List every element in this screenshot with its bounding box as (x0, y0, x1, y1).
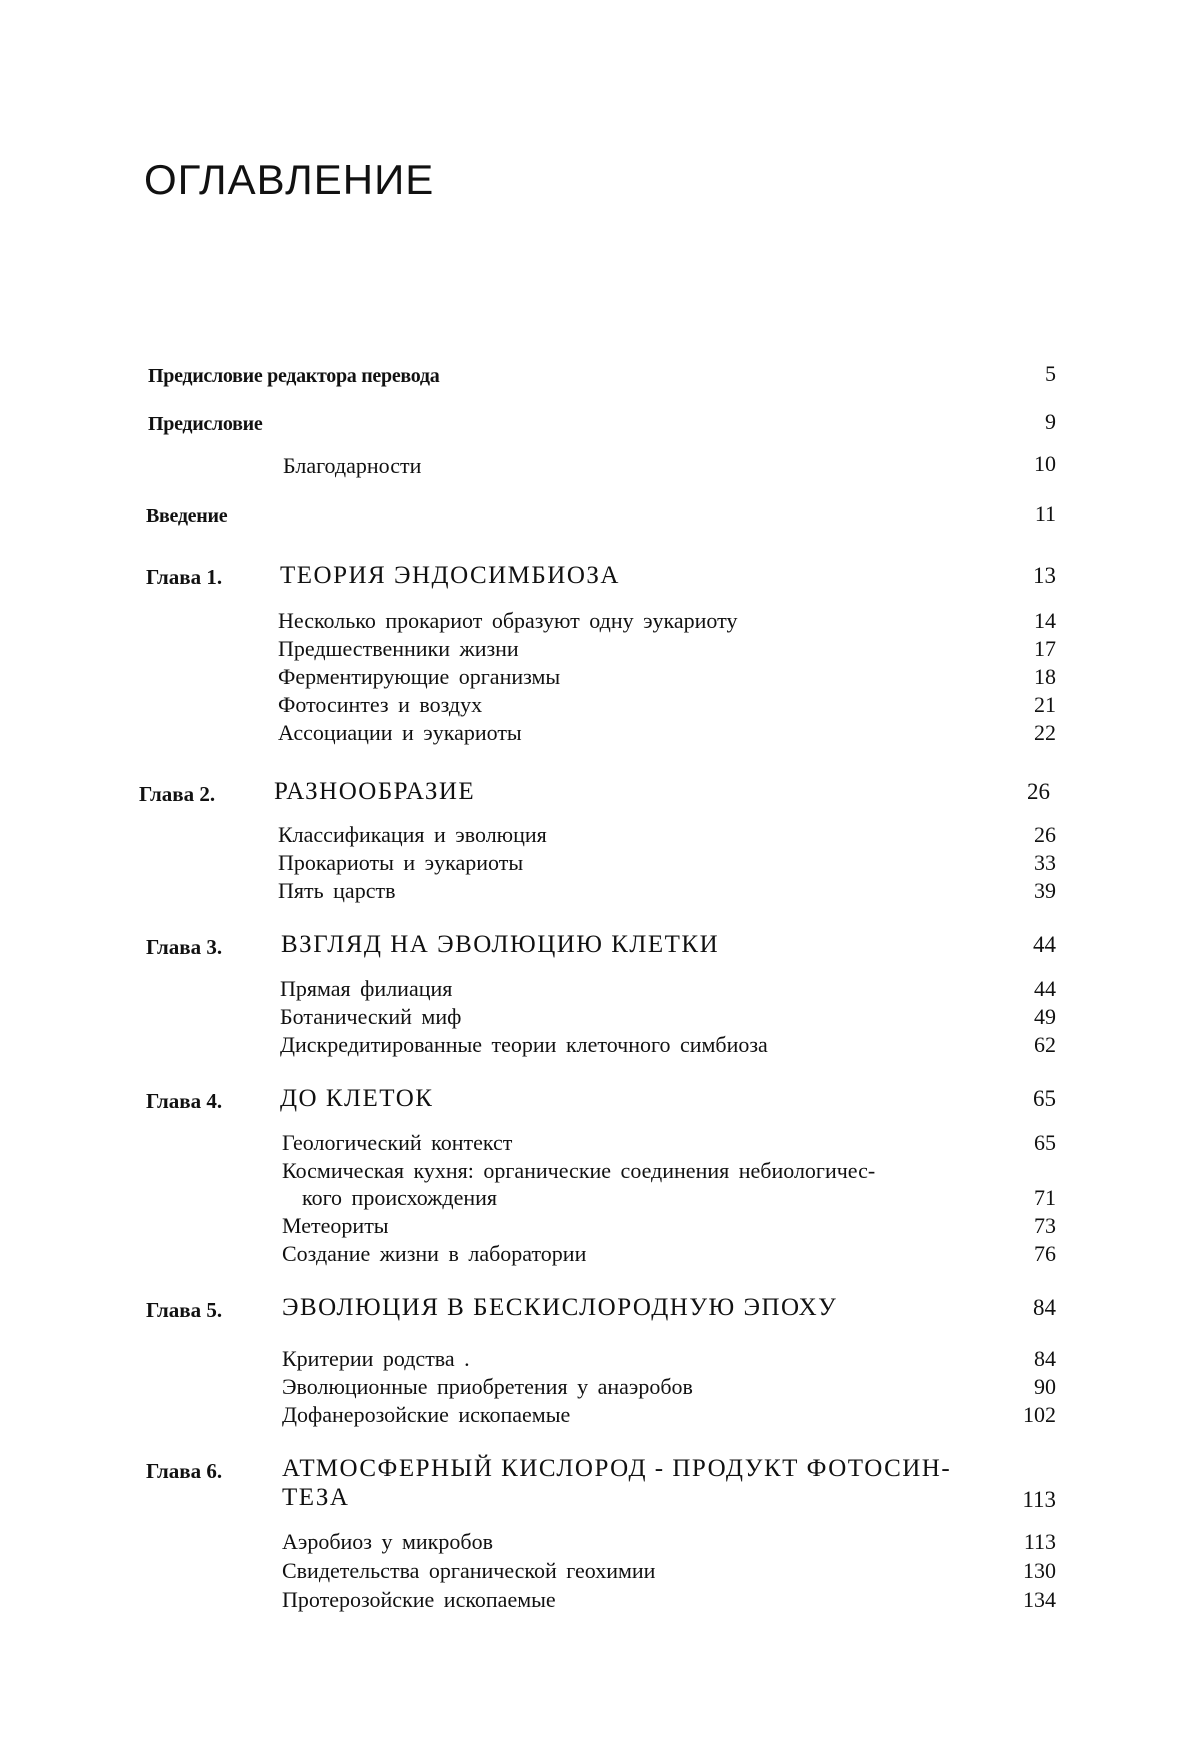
toc-entry-section[interactable]: Фотосинтез и воздух (278, 692, 483, 717)
toc-page-number: 62 (1034, 1032, 1056, 1057)
toc-entry-section[interactable]: Несколько прокариот образуют одну эукариоту (278, 608, 738, 633)
toc-entry-section[interactable]: Прямая филиация (280, 976, 453, 1001)
toc-entry-introduction[interactable]: Введение (146, 505, 228, 527)
toc-entry-chapter-5[interactable]: ЭВОЛЮЦИЯ В БЕСКИСЛОРОДНУЮ ЭПОХУ (282, 1294, 838, 1321)
toc-entry-section[interactable]: Ферментирующие организмы (278, 664, 561, 689)
toc-page-number: 18 (1034, 664, 1056, 689)
toc-entry-chapter-1[interactable]: ТЕОРИЯ ЭНДОСИМБИОЗА (280, 562, 620, 589)
toc-entry-chapter-6[interactable]: АТМОСФЕРНЫЙ КИСЛОРОД - ПРОДУКТ ФОТОСИН- (282, 1455, 952, 1482)
toc-entry-section[interactable]: Ботанический миф (280, 1004, 462, 1029)
toc-page-number: 22 (1034, 720, 1056, 745)
toc-page-number: 113 (1023, 1529, 1056, 1554)
toc-page-number: 71 (1034, 1185, 1056, 1210)
toc-entry-editor-preface[interactable]: Предисловие редактора перевода (148, 365, 440, 387)
chapter-label: Глава 2. (139, 782, 216, 806)
toc-entry-preface[interactable]: Предисловие (148, 413, 263, 435)
toc-page-number: 113 (1022, 1487, 1056, 1512)
toc-entry-chapter-6-continuation[interactable]: ТЕЗА (282, 1484, 350, 1511)
toc-entry-section[interactable]: Дофанерозойские ископаемые (282, 1402, 571, 1427)
toc-page-number: 13 (1033, 563, 1056, 588)
toc-entry-section[interactable]: Протерозойские ископаемые (282, 1587, 556, 1612)
toc-page-number: 130 (1023, 1558, 1056, 1583)
chapter-label: Глава 3. (146, 935, 223, 959)
toc-page-number: 73 (1034, 1213, 1056, 1238)
toc-page-number: 44 (1034, 976, 1056, 1001)
toc-page-number: 17 (1034, 636, 1056, 661)
toc-page-number: 65 (1034, 1130, 1056, 1155)
toc-page-number: 26 (1034, 822, 1056, 847)
chapter-label: Глава 6. (146, 1459, 223, 1483)
toc-page-number: 134 (1023, 1587, 1056, 1612)
toc-entry-section[interactable]: Геологический контекст (282, 1130, 513, 1155)
toc-page-number: 90 (1034, 1374, 1056, 1399)
chapter-label: Глава 1. (146, 565, 223, 589)
toc-entry-section[interactable]: Предшественники жизни (278, 636, 519, 661)
toc-entry-section[interactable]: Дискредитированные теории клеточного симбиоза (280, 1032, 768, 1057)
toc-entry-section[interactable]: Свидетельства органической геохимии (282, 1558, 656, 1583)
toc-entry-section[interactable]: Космическая кухня: органические соединения небиологичес- (282, 1158, 876, 1183)
toc-page-number: 84 (1033, 1295, 1056, 1320)
toc-entry-section-continuation[interactable]: кого происхождения (302, 1185, 498, 1210)
toc-entry-section[interactable]: Пять царств (278, 878, 396, 903)
toc-page-number: 84 (1034, 1346, 1056, 1371)
toc-entry-chapter-2[interactable]: РАЗНООБРАЗИЕ (274, 778, 476, 805)
toc-page-number: 76 (1034, 1241, 1056, 1266)
toc-entry-section[interactable]: Эволюционные приобретения у анаэробов (282, 1374, 693, 1399)
toc-page-number: 39 (1034, 878, 1056, 903)
toc-page-number: 10 (1034, 451, 1056, 476)
toc-entry-acknowledgements[interactable]: Благодарности (283, 453, 422, 478)
toc-page-number: 49 (1034, 1004, 1056, 1029)
toc-page-number: 33 (1034, 850, 1056, 875)
chapter-label: Глава 5. (146, 1298, 223, 1322)
toc-entry-section[interactable]: Критерии родства . (282, 1346, 470, 1371)
toc-entry-chapter-3[interactable]: ВЗГЛЯД НА ЭВОЛЮЦИЮ КЛЕТКИ (281, 931, 720, 958)
toc-page-number: 44 (1033, 932, 1056, 957)
toc-page-number: 14 (1034, 608, 1056, 633)
toc-page-number: 21 (1034, 692, 1056, 717)
toc-entry-section[interactable]: Классификация и эволюция (278, 822, 547, 847)
toc-page-number: 5 (1045, 361, 1056, 386)
toc-entry-section[interactable]: Создание жизни в лаборатории (282, 1241, 587, 1266)
toc-page-number: 26 (1027, 779, 1050, 804)
toc-page-number: 65 (1033, 1086, 1056, 1111)
page-title: ОГЛАВЛЕНИЕ (144, 156, 435, 203)
toc-entry-chapter-4[interactable]: ДО КЛЕТОК (280, 1085, 434, 1112)
toc-page-number: 11 (1034, 501, 1056, 526)
toc-entry-section[interactable]: Аэробиоз у микробов (282, 1529, 493, 1554)
toc-entry-section[interactable]: Прокариоты и эукариоты (278, 850, 524, 875)
toc-page-number: 102 (1023, 1402, 1056, 1427)
toc-entry-section[interactable]: Ассоциации и эукариоты (278, 720, 522, 745)
toc-page-number: 9 (1045, 409, 1056, 434)
chapter-label: Глава 4. (146, 1089, 223, 1113)
toc-entry-section[interactable]: Метеориты (282, 1213, 389, 1238)
